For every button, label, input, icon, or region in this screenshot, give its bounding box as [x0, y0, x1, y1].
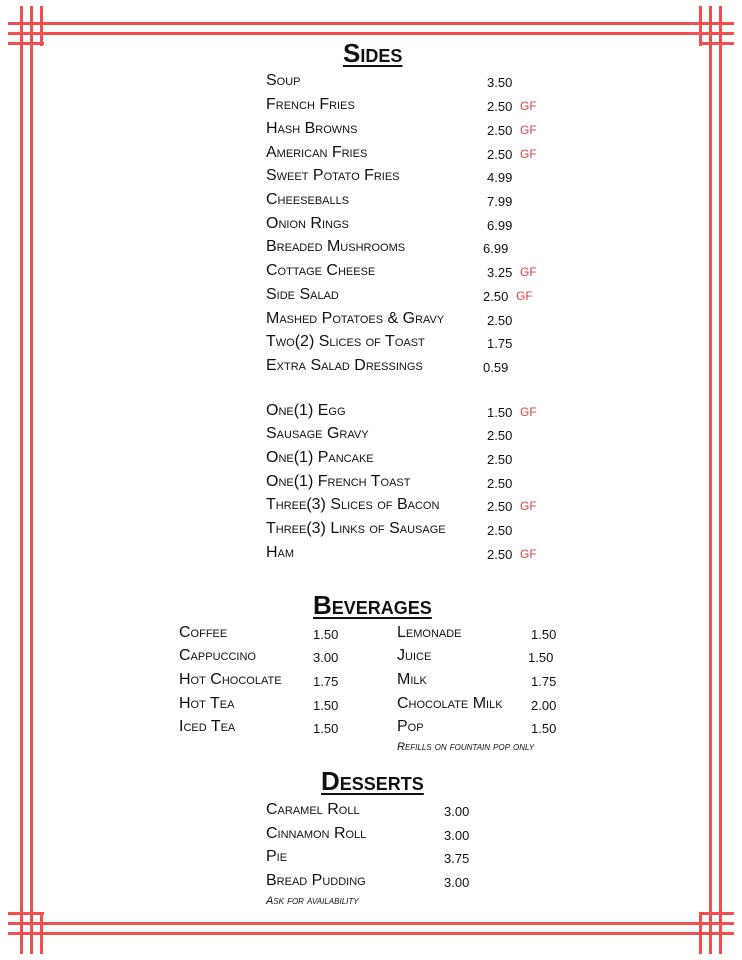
beverage-item-price: 1.50	[531, 627, 557, 642]
sides-item-price: 2.50	[487, 452, 513, 467]
sides-item-name: American Fries	[266, 144, 368, 161]
sides-item-name: Breaded Mushrooms	[266, 238, 406, 255]
sides-item-name: Cheeseballs	[266, 191, 350, 208]
gluten-free-badge: GF	[520, 265, 537, 279]
dessert-item-price: 3.75	[444, 851, 470, 866]
beverage-item-price: 1.50	[313, 698, 339, 713]
desserts-title: Desserts	[321, 766, 424, 796]
border-left-inner	[30, 6, 33, 954]
sides-item-price: 0.59	[483, 360, 509, 375]
corner-accent-br-h	[699, 912, 734, 915]
border-right-outer	[719, 6, 722, 954]
dessert-item-price: 3.00	[444, 804, 470, 819]
beverage-item-price: 1.50	[313, 627, 339, 642]
beverage-item-price: 1.50	[531, 721, 557, 736]
gluten-free-badge: GF	[520, 123, 537, 137]
sides-item-name: Sweet Potato Fries	[266, 167, 400, 184]
beverage-item-name: Milk	[397, 671, 427, 688]
sides-title: Sides	[343, 38, 403, 68]
corner-accent-br-v	[699, 914, 702, 954]
beverages-title: Beverages	[313, 590, 432, 620]
sides-item-name: Cottage Cheese	[266, 262, 376, 279]
sides-item-name: Ham	[266, 544, 295, 561]
sides-item-name: Sausage Gravy	[266, 425, 369, 442]
dessert-item-name: Caramel Roll	[266, 801, 360, 818]
sides-item-price: 3.25	[487, 265, 513, 280]
corner-accent-tl-v	[40, 6, 43, 46]
sides-item-name: Mashed Potatoes & Gravy	[266, 310, 445, 327]
beverage-item-price: 1.50	[528, 650, 554, 665]
sides-item-price: 1.50	[487, 405, 513, 420]
beverage-item-name: Juice	[397, 647, 432, 664]
sides-item-price: 4.99	[487, 170, 513, 185]
dessert-item-name: Pie	[266, 848, 288, 865]
beverage-item-price: 3.00	[313, 650, 339, 665]
dessert-item-name: Bread Pudding	[266, 872, 366, 889]
sides-item-name: One(1) Pancake	[266, 449, 374, 466]
corner-accent-bl-h	[8, 912, 44, 915]
corner-accent-bl-v	[40, 914, 43, 954]
sides-item-price: 2.50	[487, 547, 513, 562]
sides-item-name: Three(3) Slices of Bacon	[266, 496, 440, 513]
sides-item-name: Soup	[266, 72, 301, 89]
beverage-item-price: 1.75	[531, 674, 557, 689]
dessert-item-price: 3.00	[444, 875, 470, 890]
sides-item-price: 2.50	[487, 147, 513, 162]
border-bottom-inner	[8, 922, 734, 925]
beverage-item-name: Cappuccino	[179, 647, 256, 664]
gluten-free-badge: GF	[520, 147, 537, 161]
gluten-free-badge: GF	[520, 99, 537, 113]
beverage-item-price: 1.75	[313, 674, 339, 689]
sides-item-price: 6.99	[483, 241, 509, 256]
gluten-free-badge: GF	[516, 289, 533, 303]
gluten-free-badge: GF	[520, 405, 537, 419]
sides-item-name: One(1) Egg	[266, 402, 346, 419]
beverage-item-name: Hot Tea	[179, 695, 235, 712]
border-right-inner	[709, 6, 712, 954]
border-top-outer	[8, 22, 734, 25]
beverage-item-price: 1.50	[313, 721, 339, 736]
border-left-outer	[20, 6, 23, 954]
gluten-free-badge: GF	[520, 499, 537, 513]
sides-item-price: 7.99	[487, 194, 513, 209]
corner-accent-tl-h	[8, 42, 44, 45]
sides-item-name: French Fries	[266, 96, 355, 113]
beverage-item-name: Iced Tea	[179, 718, 236, 735]
sides-item-name: Two(2) Slices of Toast	[266, 333, 425, 350]
beverages-refill-note: Refills on fountain pop only	[397, 741, 535, 753]
sides-item-price: 2.50	[487, 99, 513, 114]
sides-item-price: 2.50	[487, 313, 513, 328]
sides-item-name: Hash Browns	[266, 120, 358, 137]
gluten-free-badge: GF	[520, 547, 537, 561]
border-bottom-outer	[8, 932, 734, 935]
dessert-item-price: 3.00	[444, 828, 470, 843]
sides-item-price: 2.50	[483, 289, 509, 304]
beverage-item-name: Coffee	[179, 624, 228, 641]
beverage-item-name: Chocolate Milk	[397, 695, 503, 712]
sides-item-name: Three(3) Links of Sausage	[266, 520, 446, 537]
border-top-inner	[8, 32, 734, 35]
sides-item-name: Extra Salad Dressings	[266, 357, 423, 374]
sides-item-price: 2.50	[487, 123, 513, 138]
desserts-availability-note: Ask for availability	[266, 895, 359, 907]
sides-item-name: Onion Rings	[266, 215, 349, 232]
beverage-item-name: Pop	[397, 718, 424, 735]
sides-item-name: Side Salad	[266, 286, 339, 303]
sides-item-name: One(1) French Toast	[266, 473, 411, 490]
sides-item-price: 1.75	[487, 336, 513, 351]
sides-item-price: 6.99	[487, 218, 513, 233]
sides-item-price: 3.50	[487, 75, 513, 90]
sides-item-price: 2.50	[487, 428, 513, 443]
sides-item-price: 2.50	[487, 476, 513, 491]
corner-accent-tr-v	[699, 6, 702, 46]
corner-accent-tr-h	[699, 42, 734, 45]
sides-item-price: 2.50	[487, 523, 513, 538]
dessert-item-name: Cinnamon Roll	[266, 825, 367, 842]
beverage-item-name: Lemonade	[397, 624, 462, 641]
beverage-item-name: Hot Chocolate	[179, 671, 282, 688]
beverage-item-price: 2.00	[531, 698, 557, 713]
sides-item-price: 2.50	[487, 499, 513, 514]
